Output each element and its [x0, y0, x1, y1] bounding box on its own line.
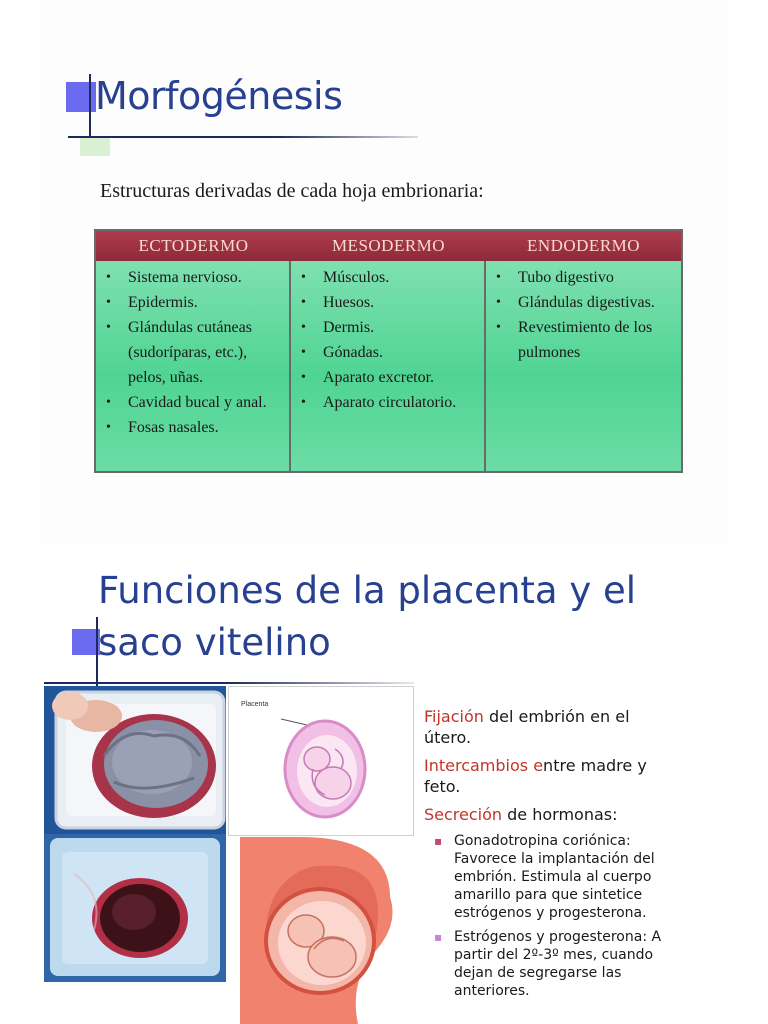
- title-decoration-hline: [44, 682, 414, 684]
- list-item: • Dermis.: [297, 315, 478, 340]
- list-item: • Cavidad bucal y anal.: [102, 390, 283, 415]
- function-keyword: Fijación: [424, 707, 484, 726]
- function-keyword: Secreción: [424, 805, 503, 824]
- hormone-text: Estrógenos y progesterona: A partir del 2º-3º mes, cuando dejan de segregarse las anteriores.: [454, 929, 662, 999]
- function-text: del embrión en el útero.: [424, 707, 630, 747]
- table-caption: Estructuras derivadas de cada hoja embrionaria:: [100, 180, 484, 202]
- list-item: • Músculos.: [297, 265, 478, 290]
- function-item: [424, 706, 674, 748]
- placenta-photo-bottom: [44, 834, 226, 982]
- hormone-item: [424, 928, 674, 1000]
- list-item: • Glándulas cutáneas (sudoríparas, etc.), pelos, uñas.: [102, 315, 283, 390]
- title-decoration-square: [66, 82, 96, 112]
- header-endodermo: ENDODERMO: [526, 236, 641, 255]
- germ-layers-table: [94, 229, 683, 473]
- bullet-icon: ▪: [434, 930, 443, 944]
- placenta-label: Placenta: [241, 701, 269, 708]
- header-mesodermo: MESODERMO: [331, 236, 446, 255]
- list-item: • Revestimiento de los pulmones: [492, 315, 675, 365]
- bullet-icon: ▪: [434, 834, 443, 848]
- function-keyword: Intercambios e: [424, 756, 544, 775]
- hormone-text: Gonadotropina coriónica: Favorece la implantación del embrión. Estimula al cuerpo amarillo para que sintetice estrógenos y progesterona.: [454, 833, 655, 921]
- placenta-diagram: [228, 686, 414, 836]
- function-item: [424, 755, 674, 797]
- pregnancy-illustration: [240, 837, 414, 1024]
- table-body-row: [96, 261, 681, 471]
- title-decoration-green: [80, 138, 110, 156]
- page-title: Funciones de la placenta y el saco vitelino: [98, 569, 637, 664]
- list-item: • Glándulas digestivas.: [492, 290, 675, 315]
- slide-placenta: [40, 543, 728, 1024]
- column-endodermo: [486, 261, 681, 471]
- list-item: • Tubo digestivo: [492, 265, 675, 290]
- placenta-functions-text: [424, 706, 674, 1006]
- list-item: • Sistema nervioso.: [102, 265, 283, 290]
- column-ectodermo: [96, 261, 291, 471]
- function-item: [424, 804, 674, 825]
- column-mesodermo: [291, 261, 486, 471]
- header-ectodermo: ECTODERMO: [138, 236, 249, 255]
- placenta-photo-top: [44, 686, 226, 834]
- slide-morfogenesis: [40, 0, 728, 543]
- list-item: • Aparato circulatorio.: [297, 390, 478, 415]
- list-item: • Epidermis.: [102, 290, 283, 315]
- list-item: • Aparato excretor.: [297, 365, 478, 390]
- function-text: ntre madre y feto.: [424, 756, 647, 796]
- list-item: • Huesos.: [297, 290, 478, 315]
- title-decoration-hline: [68, 136, 418, 138]
- page-title: Morfogénesis: [95, 74, 343, 118]
- list-item: • Fosas nasales.: [102, 415, 283, 440]
- table-header-row: [96, 231, 681, 261]
- function-text: de hormonas:: [502, 805, 618, 824]
- list-item: • Gónadas.: [297, 340, 478, 365]
- hormone-item: [424, 832, 674, 922]
